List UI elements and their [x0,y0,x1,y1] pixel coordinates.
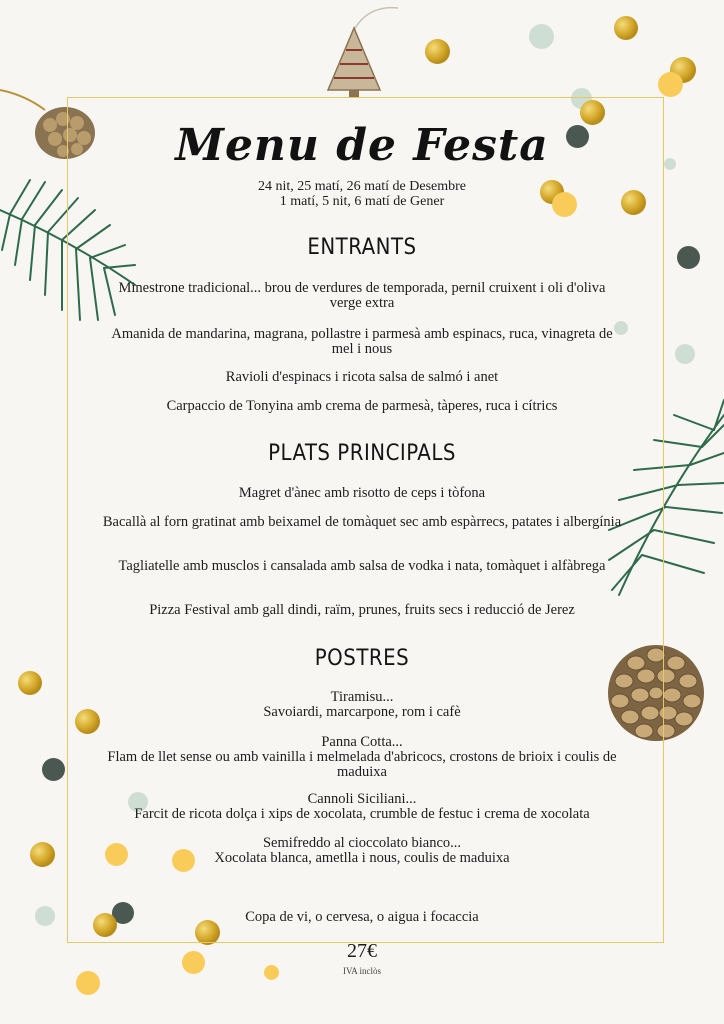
glitter-dot [30,842,55,867]
confetti-dot [35,906,55,926]
dessert-item [100,792,624,822]
dessert-desc: Flam de llet sense ou amb vainilla i melmelada d'abricocs, crostons de brioix i coulis de maduixa [107,749,617,780]
dessert-name: Tiramisu... [330,689,394,705]
confetti-dot [42,758,65,781]
dessert-item [110,836,614,866]
glitter-dot [614,16,638,40]
glitter-dot [425,39,450,64]
confetti-dot [529,24,554,49]
menu-item: Bacallà al forn gratinat amb beixamel de tomàquet sec amb espàrrecs, patates i albergínia [102,514,622,530]
glitter-dot [18,671,42,695]
drinks-note: Copa de vi, o cervesa, o aigua i focaccia [245,909,479,925]
menu-item: Ravioli d'espinacs i ricota salsa de salmó i anet [225,369,499,385]
menu-title: Menu de Festa [175,120,549,171]
dates-line: 1 matí, 5 nit, 6 matí de Gener [279,194,445,209]
dessert-name: Semifreddo al cioccolato bianco... [262,835,462,851]
menu-item: Amanida de mandarina, magrana, pollastre i parmesà amb espinacs, ruca, vinagreta de mel i nous [111,326,613,357]
dessert-name: Panna Cotta... [321,734,403,750]
section-heading-principals: PLATS PRINCIPALS [268,441,456,466]
menu-item: Tagliatelle amb musclos i cansalada amb salsa de vodka i nata, tomàquet i alfàbrega [118,558,606,574]
dessert-desc: Xocolata blanca, ametlla i nous, coulis de maduixa [214,850,510,866]
menu-price: 27€ [347,940,377,962]
dessert-desc: Savoiardi, marcarpone, rom i cafè [263,704,461,720]
dessert-name: Cannoli Siciliani... [307,791,417,807]
section-heading-entrants: ENTRANTS [307,235,417,260]
tax-note: IVA inclòs [342,966,382,976]
section-heading-postres: POSTRES [314,646,410,671]
menu-dates [0,179,724,209]
dessert-item [110,690,614,720]
menu-item: Magret d'ànec amb risotto de ceps i tòfona [238,485,486,501]
dessert-item [100,735,624,780]
dates-line: 24 nit, 25 matí, 26 matí de Desembre [257,179,466,194]
menu-item: Minestrone tradicional... brou de verdures de temporada, pernil cruixent i oli d'oliva verge extra [118,280,606,311]
dessert-desc: Farcit de ricota dolça i xips de xocolata, crumble de festuc i crema de xocolata [134,806,590,822]
menu-item: Pizza Festival amb gall dindi, raïm, prunes, fruits secs i reducció de Jerez [149,602,575,618]
tree-ornament-icon [318,0,408,100]
confetti-dot [658,72,683,97]
menu-item: Carpaccio de Tonyina amb crema de parmesà, tàperes, ruca i cítrics [166,398,558,414]
confetti-dot [675,344,695,364]
